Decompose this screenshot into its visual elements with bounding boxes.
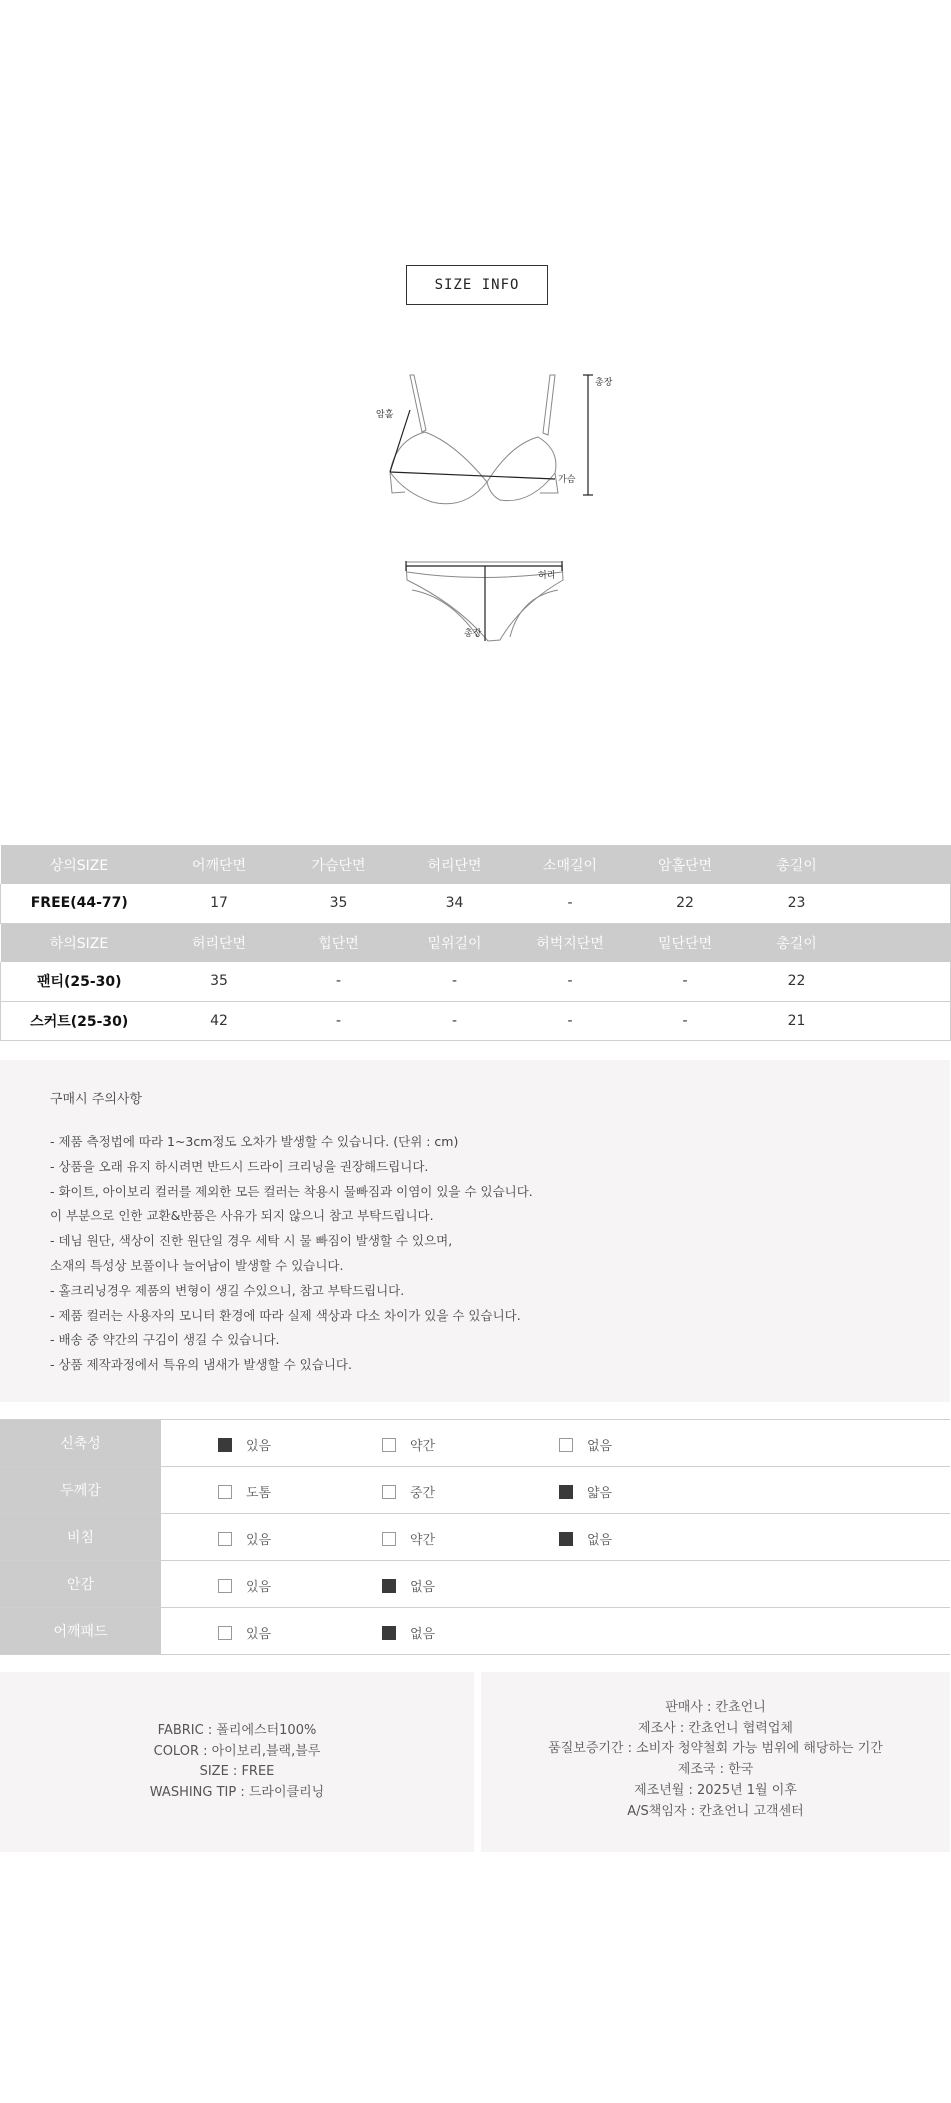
- size-table-cell: FREE(44-77): [1, 884, 158, 923]
- seller-info-line: 판매사 : 칸쵸언니: [665, 1700, 766, 1715]
- seller-info-line: 품질보증기간 : 소비자 청약철회 가능 범위에 해당하는 기간: [548, 1741, 883, 1757]
- notice-line: - 배송 중 약간의 구김이 생길 수 있습니다.: [50, 1332, 280, 1348]
- size-table-cell: 스커트(25-30): [1, 1001, 158, 1040]
- armhole-label: 암홀: [376, 410, 394, 420]
- size-table-cell: 21: [743, 1001, 851, 1040]
- attribute-option-label: 도톰: [246, 1486, 272, 1501]
- purchase-notice: [0, 1060, 950, 1402]
- attribute-option-label: 없음: [587, 1439, 613, 1454]
- attribute-option-label: 없음: [410, 1580, 436, 1595]
- size-table-header-cell: 허벅지단면: [513, 923, 628, 962]
- size-table-header-cell: 총길이: [743, 845, 851, 884]
- unchecked-box-icon: [218, 1579, 232, 1593]
- seller-info-line: 제조국 : 한국: [677, 1762, 754, 1778]
- attribute-option: [559, 1482, 612, 1501]
- product-info-panel: [0, 1672, 474, 1852]
- attribute-option-label: 약간: [410, 1439, 436, 1454]
- notice-line: - 화이트, 아이보리 컬러를 제외한 모든 컬러는 착용시 물빠짐과 이염이 있을 수 있습니다.: [50, 1183, 533, 1199]
- checked-box-icon: [559, 1485, 573, 1499]
- attribute-option-label: 없음: [587, 1533, 613, 1548]
- notice-line: 소재의 특성상 보풀이나 늘어남이 발생할 수 있습니다.: [50, 1257, 344, 1273]
- size-table-row: [1, 1001, 951, 1040]
- size-table-cell: -: [628, 1001, 743, 1040]
- product-info-line: WASHING TIP : 드라이클리닝: [149, 1785, 325, 1801]
- attribute-option-label: 있음: [246, 1439, 272, 1454]
- notice-line: - 상품을 오래 유지 하시려면 반드시 드라이 크리닝을 권장해드립니다.: [50, 1158, 429, 1174]
- size-table-row: [1, 962, 951, 1001]
- size-table-cell: -: [628, 962, 743, 1001]
- attribute-option-label: 있음: [246, 1627, 272, 1642]
- attribute-option-label: 없음: [410, 1627, 436, 1642]
- attribute-option: [382, 1529, 435, 1548]
- size-table-cell: -: [397, 1001, 513, 1040]
- size-table-cell: -: [513, 884, 628, 923]
- size-table-cell: 35: [158, 962, 281, 1001]
- size-table-empty-cell: [851, 923, 951, 962]
- size-table-cell: 23: [743, 884, 851, 923]
- attribute-option: [382, 1623, 435, 1642]
- size-table-cell: 팬티(25-30): [1, 962, 158, 1001]
- chest-label: 가슴: [558, 475, 576, 485]
- size-table-header-cell: 암홀단면: [628, 845, 743, 884]
- size-table-row: [1, 884, 951, 923]
- notice-line: - 제품 측정법에 따라 1~3cm정도 오차가 발생할 수 있습니다. (단위 : cm): [50, 1134, 459, 1149]
- unchecked-box-icon: [382, 1485, 396, 1499]
- attribute-option: [382, 1435, 435, 1454]
- seller-info-lines: [481, 1698, 950, 1822]
- size-table-cell: 22: [628, 884, 743, 923]
- size-table-cell: -: [281, 962, 397, 1001]
- attribute-option: [559, 1435, 612, 1454]
- size-table-empty-cell: [851, 845, 951, 884]
- garment-diagram: [370, 365, 613, 655]
- attribute-option-label: 얇음: [587, 1486, 613, 1501]
- unchecked-box-icon: [218, 1626, 232, 1640]
- size-table-header-cell: 상의SIZE: [1, 845, 158, 884]
- unchecked-box-icon: [218, 1485, 232, 1499]
- size-table-header-cell: 총길이: [743, 923, 851, 962]
- size-table-header-cell: 어깨단면: [158, 845, 281, 884]
- size-table-header-cell: 허리단면: [397, 845, 513, 884]
- size-table-header-cell: 하의SIZE: [1, 923, 158, 962]
- size-table-header-cell: 밑단단면: [628, 923, 743, 962]
- size-table-cell: 42: [158, 1001, 281, 1040]
- checked-box-icon: [382, 1626, 396, 1640]
- attribute-row: [0, 1513, 950, 1560]
- size-table-header-cell: 밑위길이: [397, 923, 513, 962]
- size-table-empty-cell: [851, 884, 951, 923]
- attribute-row: [0, 1419, 950, 1466]
- notice-line: - 상품 제작과정에서 특유의 냄새가 발생할 수 있습니다.: [50, 1357, 352, 1373]
- attribute-row: [0, 1607, 950, 1655]
- size-table-cell: 22: [743, 962, 851, 1001]
- product-info-lines: [0, 1721, 474, 1804]
- size-table-top-header: [1, 845, 951, 884]
- product-info-line: FABRIC : 폴리에스터100%: [157, 1723, 317, 1738]
- size-table-bottom-header: [1, 923, 951, 962]
- attribute-option: [382, 1482, 435, 1501]
- attribute-option: [218, 1576, 271, 1595]
- waist-label: 허리: [538, 571, 556, 581]
- bottom-length-label: 총장: [464, 629, 482, 639]
- size-table: [0, 845, 951, 1041]
- size-table-header-cell: 소매길이: [513, 845, 628, 884]
- seller-info-line: 제조년월 : 2025년 1월 이후: [634, 1782, 797, 1798]
- size-table-empty-cell: [851, 1001, 951, 1040]
- seller-info-line: 제조사 : 칸쵸언니 협력업체: [638, 1720, 793, 1736]
- attribute-option: [382, 1576, 435, 1595]
- notice-line: 이 부분으로 인한 교환&반품은 사유가 되지 않으니 참고 부탁드립니다.: [50, 1208, 434, 1224]
- attribute-option-label: 있음: [246, 1580, 272, 1595]
- checked-box-icon: [382, 1579, 396, 1593]
- size-info-title: SIZE INFO: [406, 265, 548, 305]
- product-info-line: SIZE : FREE: [199, 1764, 275, 1780]
- unchecked-box-icon: [382, 1438, 396, 1452]
- size-table-cell: 35: [281, 884, 397, 923]
- size-table-cell: 34: [397, 884, 513, 923]
- attribute-option-label: 있음: [246, 1533, 272, 1548]
- bra-diagram: [390, 375, 558, 504]
- attribute-option: [218, 1482, 271, 1501]
- attribute-row: [0, 1560, 950, 1607]
- top-length-label: 총장: [595, 378, 613, 388]
- size-table-header-cell: 허리단면: [158, 923, 281, 962]
- attribute-label: 두께감: [0, 1467, 161, 1513]
- attribute-option: [218, 1529, 271, 1548]
- size-table-cell: -: [397, 962, 513, 1001]
- size-table-header-cell: 가슴단면: [281, 845, 397, 884]
- attribute-option: [218, 1623, 271, 1642]
- attribute-label: 어깨패드: [0, 1608, 161, 1654]
- unchecked-box-icon: [559, 1438, 573, 1452]
- fabric-attributes: [0, 1419, 950, 1655]
- attribute-option-label: 중간: [410, 1486, 436, 1501]
- notice-line: - 제품 컬러는 사용자의 모니터 환경에 따라 실제 색상과 다소 차이가 있을 수 있습니다.: [50, 1307, 521, 1323]
- unchecked-box-icon: [382, 1532, 396, 1546]
- size-table-cell: -: [281, 1001, 397, 1040]
- attribute-label: 비침: [0, 1514, 161, 1560]
- size-table-cell: -: [513, 962, 628, 1001]
- seller-info-line: A/S책임자 : 칸쵸언니 고객센터: [627, 1803, 804, 1819]
- notice-line: - 홀크리닝경우 제품의 변형이 생길 수있으니, 참고 부탁드립니다.: [50, 1282, 405, 1298]
- product-info-line: COLOR : 아이보리,블랙,블루: [153, 1743, 321, 1759]
- size-table-cell: 17: [158, 884, 281, 923]
- checked-box-icon: [559, 1532, 573, 1546]
- size-table-cell: -: [513, 1001, 628, 1040]
- unchecked-box-icon: [218, 1532, 232, 1546]
- size-table-header-cell: 힙단면: [281, 923, 397, 962]
- seller-info-panel: [481, 1672, 950, 1852]
- attribute-row: [0, 1466, 950, 1513]
- attribute-label: 안감: [0, 1561, 161, 1607]
- attribute-option: [559, 1529, 612, 1548]
- notice-list: [50, 1130, 533, 1378]
- attribute-label: 신축성: [0, 1420, 161, 1466]
- attribute-option: [218, 1435, 271, 1454]
- checked-box-icon: [218, 1438, 232, 1452]
- notice-line: - 데님 원단, 색상이 진한 원단일 경우 세탁 시 물 빠짐이 발생할 수 있으며,: [50, 1233, 453, 1249]
- notice-title: 구매시 주의사항: [50, 1092, 143, 1107]
- size-table-empty-cell: [851, 962, 951, 1001]
- attribute-option-label: 약간: [410, 1533, 436, 1548]
